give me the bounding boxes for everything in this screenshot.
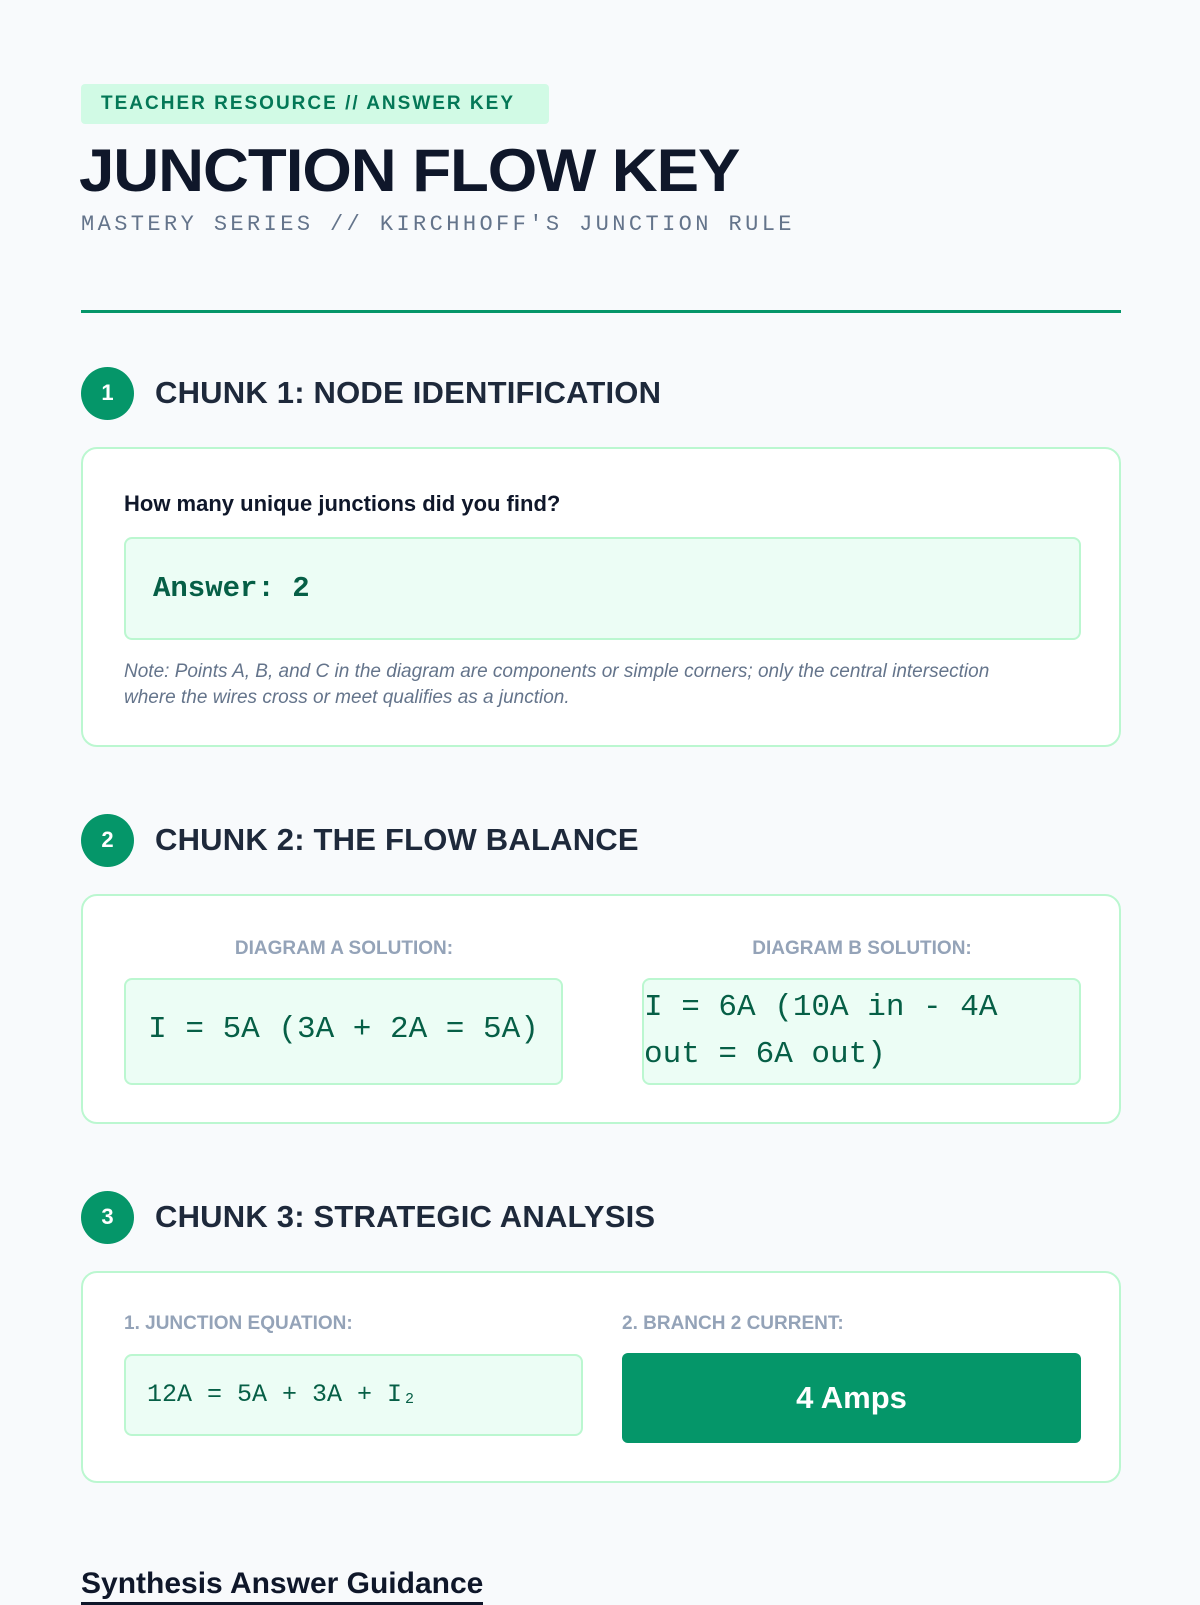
chunk-1-header [81, 366, 661, 420]
junction-count-question: How many unique junctions did you find? [124, 491, 561, 516]
diagram-b-label: DIAGRAM B SOLUTION: [752, 938, 972, 959]
junction-note: Note: Points A, B, and C in the diagram are components or simple corners; only the central intersection where the wires cross or meet qualifies as a junction. [124, 661, 990, 708]
resource-badge: TEACHER RESOURCE // ANSWER KEY [81, 84, 549, 124]
diagram-a-answer: I = 5A (3A + 2A = 5A) [124, 978, 563, 1085]
chunk-3-title: CHUNK 3: STRATEGIC ANALYSIS [155, 1199, 656, 1234]
header-divider [81, 310, 1121, 313]
synthesis-heading: Synthesis Answer Guidance [81, 1566, 483, 1605]
chunk-2-title: CHUNK 2: THE FLOW BALANCE [155, 822, 639, 857]
chunk-1-number-badge: 1 [81, 367, 134, 420]
branch-2-current-label: 2. BRANCH 2 CURRENT: [622, 1313, 844, 1334]
chunk-3-header [81, 1190, 655, 1244]
chunk-2-header [81, 813, 639, 867]
page-title: JUNCTION FLOW KEY [79, 137, 740, 204]
chunk-2-number-badge: 2 [81, 814, 134, 867]
chunk-3-number-badge: 3 [81, 1191, 134, 1244]
branch-2-current-answer: 4 Amps [622, 1353, 1081, 1443]
diagram-a-label: DIAGRAM A SOLUTION: [234, 938, 454, 959]
diagram-b-answer: I = 6A (10A in - 4A out = 6A out) [642, 978, 1081, 1085]
junction-equation-answer: 12A = 5A + 3A + I₂ [124, 1354, 583, 1436]
chunk-1-card [81, 447, 1121, 747]
chunk-1-title: CHUNK 1: NODE IDENTIFICATION [155, 375, 662, 410]
junction-count-answer: Answer: 2 [124, 537, 1081, 640]
chunk-2-card [81, 894, 1121, 1124]
chunk-3-card [81, 1271, 1121, 1483]
page-subtitle: MASTERY SERIES // KIRCHHOFF'S JUNCTION RULE [81, 212, 795, 237]
junction-equation-label: 1. JUNCTION EQUATION: [124, 1313, 353, 1334]
